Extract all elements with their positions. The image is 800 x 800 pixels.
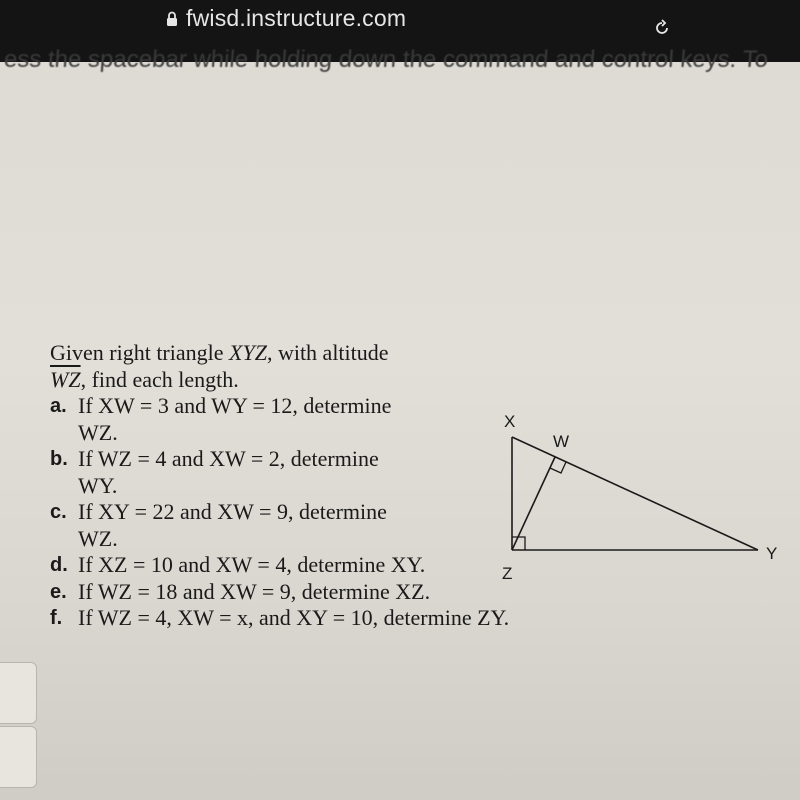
item-letter: e. bbox=[50, 580, 67, 603]
item-line1: If XZ = 10 and XW = 4, determine XY. bbox=[78, 552, 426, 577]
answer-box[interactable] bbox=[0, 662, 37, 724]
problem-item-f bbox=[50, 605, 610, 632]
intro-mid: , with altitude bbox=[266, 340, 389, 365]
triangle-diagram bbox=[490, 407, 790, 587]
item-letter: c. bbox=[50, 501, 67, 523]
page-content bbox=[0, 46, 800, 800]
item-letter: d. bbox=[50, 554, 68, 576]
problem-intro bbox=[50, 340, 610, 393]
item-line2: WY. bbox=[78, 472, 118, 498]
side-xy bbox=[512, 437, 758, 550]
item-letter: a. bbox=[50, 395, 67, 417]
item-line1: If WZ = 4 and XW = 2, determine bbox=[78, 446, 379, 471]
item-line2: WZ. bbox=[78, 419, 118, 445]
item-line1: If XY = 22 and XW = 9, determine bbox=[78, 499, 387, 524]
clipped-instruction-text: ess the spacebar while holding down the command and control keys. To bbox=[3, 46, 769, 73]
item-line1: If XW = 3 and WY = 12, determine bbox=[78, 393, 392, 418]
item-line2: WZ. bbox=[78, 525, 118, 551]
lock-icon bbox=[166, 11, 178, 27]
item-line1: If WZ = 18 and XW = 9, determine XZ. bbox=[78, 578, 431, 604]
intro-before: Given right triangle bbox=[50, 340, 230, 365]
label-w: W bbox=[553, 432, 570, 451]
label-z: Z bbox=[502, 564, 513, 583]
right-angle-mark-z bbox=[512, 537, 525, 550]
url-text[interactable]: fwisd.instructure.com bbox=[186, 5, 407, 31]
altitude-wz bbox=[512, 457, 555, 550]
label-y: Y bbox=[766, 544, 778, 563]
intro-segment: $\overline{WZ}$ bbox=[50, 366, 81, 392]
item-line1: If WZ = 4, XW = x, and XY = 10, determine ZY. bbox=[78, 605, 510, 630]
intro-end: , find each length. bbox=[80, 366, 239, 392]
answer-box[interactable] bbox=[0, 726, 37, 788]
reload-icon[interactable] bbox=[652, 18, 672, 38]
item-letter: f. bbox=[50, 607, 63, 629]
intro-triangle: XYZ bbox=[229, 340, 267, 365]
item-letter: b. bbox=[50, 448, 68, 470]
label-x: X bbox=[504, 412, 516, 431]
